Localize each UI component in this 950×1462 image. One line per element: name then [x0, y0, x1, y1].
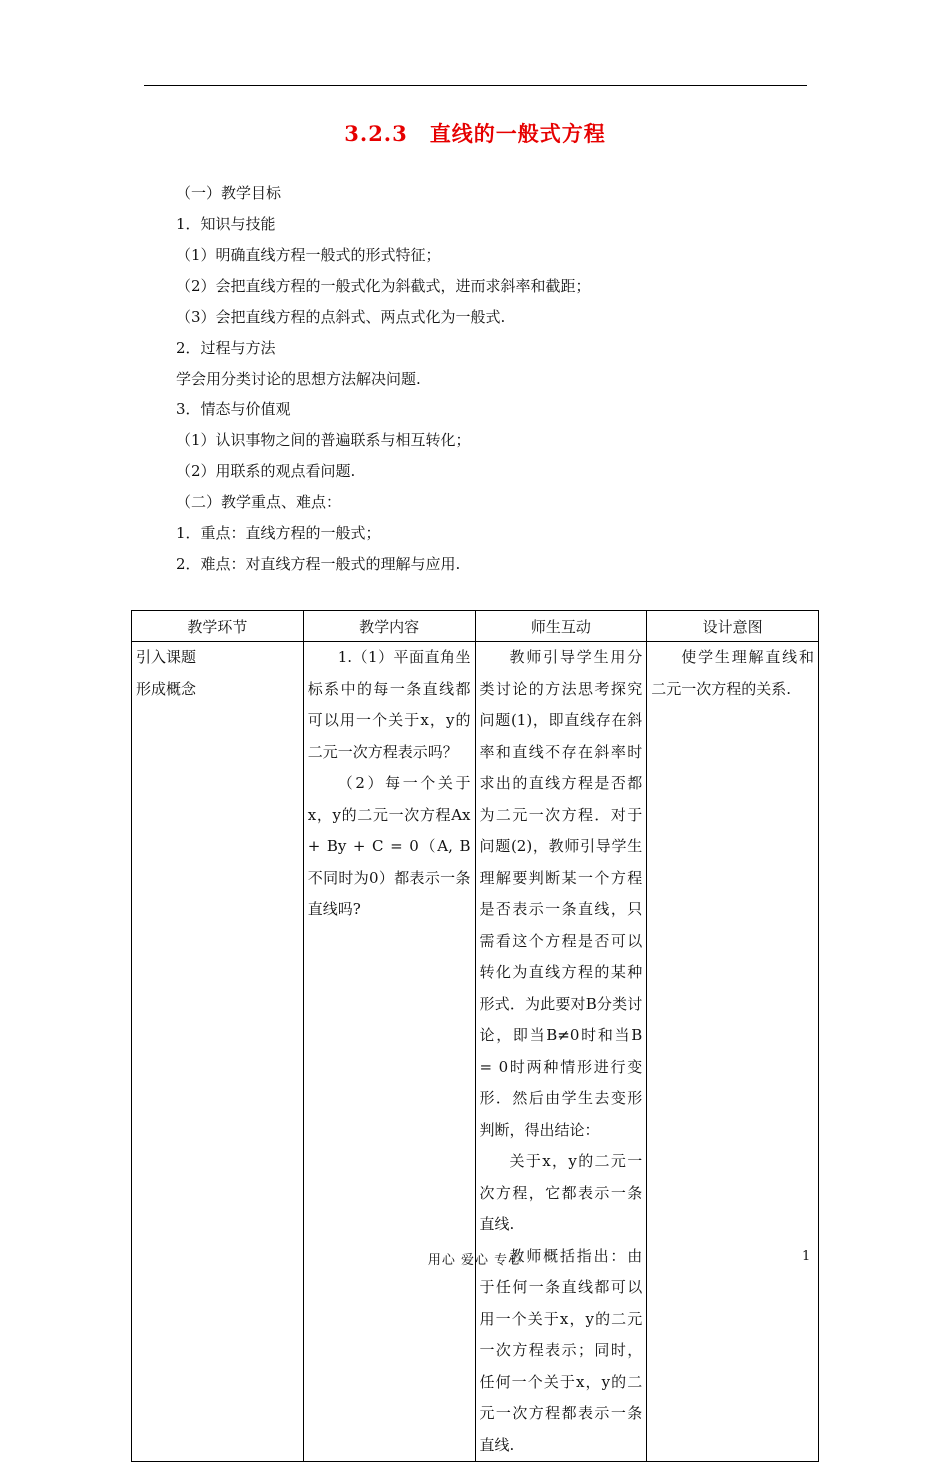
objectives-heading: （一）教学目标 [176, 184, 282, 202]
stage-line: 形成概念 [136, 679, 197, 698]
values-item: （2）用联系的观点看问题. [176, 462, 356, 480]
values-heading: 3．情态与价值观 [176, 400, 291, 418]
interaction-summary: 教师概括指出：由于任何一条直线都可以用一个关于x，y的二元一次方程表示；同时，任何一个关于x，y的二元一次方程都表示一条直线. [479, 1246, 643, 1454]
content-question-2: （2）每一个关于x，y的二元一次方程Ax + By + C = 0（A, B不同时为0）都表示一条直线吗? [307, 774, 471, 918]
section-number: 3.2.3 [344, 121, 408, 146]
top-rule [144, 85, 807, 86]
knowledge-item: （2）会把直线方程的一般式化为斜截式，进而求斜率和截距； [176, 277, 591, 295]
interaction-conclusion: 关于x，y的二元一次方程，它都表示一条直线. [479, 1152, 643, 1233]
interaction-cell [475, 642, 647, 1462]
header-intent: 设计意图 [647, 611, 819, 642]
table-row [132, 642, 819, 1462]
knowledge-heading: 1．知识与技能 [176, 215, 276, 233]
table-header-row [132, 611, 819, 642]
page-title [0, 118, 950, 148]
stage-cell [132, 642, 304, 1462]
header-interaction: 师生互动 [475, 611, 647, 642]
stage-line: 引入课题 [136, 648, 197, 666]
lesson-table [131, 610, 819, 1462]
process-heading: 2．过程与方法 [176, 339, 276, 357]
values-item: （1）认识事物之间的普遍联系与相互转化； [176, 431, 471, 449]
page-number: 1 [802, 1249, 811, 1264]
difficult-point: 2．难点：对直线方程一般式的理解与应用. [176, 555, 461, 573]
interaction-paragraph: 教师引导学生用分类讨论的方法思考探究问题(1)，即直线存在斜率和直线不存在斜率时求出的直线方程是否都为二元一次方程．对于问题(2)，教师引导学生理解要判断某一个方程是否表示一条直线，只需看这个方程是否可以转化为直线方程的某种形式．为此要对B分类讨论，即当B≠0时和当B = 0时两种情形进行变形．然后由学生去变形判断，得出结论： [479, 648, 643, 1139]
header-content: 教学内容 [303, 611, 475, 642]
footer-motto: 用心 爱心 专心 [427, 1253, 523, 1268]
key-point: 1．重点：直线方程的一般式； [176, 524, 381, 542]
knowledge-item: （1）明确直线方程一般式的形式特征； [176, 246, 441, 264]
title-text: 直线的一般式方程 [429, 121, 606, 146]
content-cell [303, 642, 475, 1462]
knowledge-item: （3）会把直线方程的点斜式、两点式化为一般式. [176, 308, 506, 326]
keypoints-heading: （二）教学重点、难点： [176, 493, 342, 511]
process-text: 学会用分类讨论的思想方法解决问题. [176, 370, 421, 388]
intent-text: 使学生理解直线和二元一次方程的关系. [651, 648, 814, 698]
content-question-1: 1.（1）平面直角坐标系中的每一条直线都可以用一个关于x，y的二元一次方程表示吗？ [307, 648, 471, 761]
intent-cell [647, 642, 819, 1462]
header-stage: 教学环节 [132, 611, 304, 642]
